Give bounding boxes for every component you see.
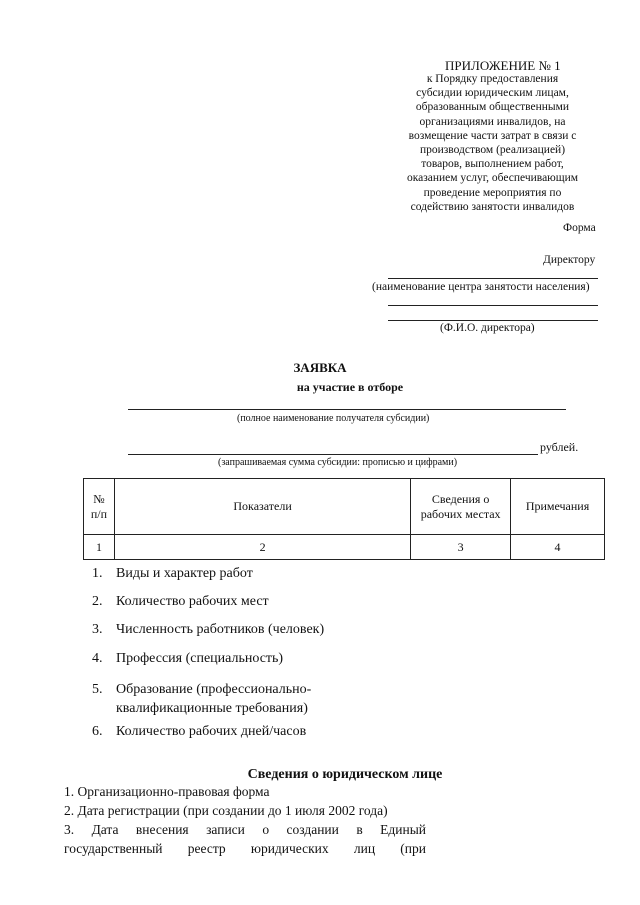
table-number-row	[84, 535, 605, 560]
list-item-number: 4.	[92, 651, 103, 666]
table-cell: 1	[84, 535, 115, 560]
list-item-text: Профессия (специальность)	[116, 651, 284, 666]
list-item-number: 2.	[92, 594, 103, 609]
request-subtitle: на участие в отборе	[296, 380, 404, 394]
header-indicators-text: Показатели	[233, 499, 292, 513]
appendix-line: возмещение части затрат в связи с	[408, 129, 577, 142]
form-label: Форма	[563, 222, 596, 234]
appendix-description	[385, 72, 600, 214]
appendix-title: ПРИЛОЖЕНИЕ № 1	[445, 58, 561, 73]
list-item	[92, 651, 283, 667]
center-name-line-2[interactable]	[388, 305, 598, 306]
director-label: Директору	[543, 254, 596, 266]
legal-item: государственный реестр юридических лиц (при	[64, 841, 426, 856]
list-item-number: 5.	[92, 682, 103, 697]
appendix-line: организациями инвалидов, на	[419, 115, 566, 128]
list-item-text: Численность работников (человек)	[116, 622, 325, 637]
header-cell-workplaces	[411, 479, 511, 535]
recipient-name-line[interactable]	[128, 409, 566, 410]
appendix-line: к Порядку предоставления	[426, 73, 559, 85]
header-notes-text: Примечания	[525, 499, 590, 513]
header-cell-notes	[511, 479, 605, 535]
legal-item: 2. Дата регистрации (при создании до 1 июля 2002 года)	[64, 803, 388, 818]
list-item	[92, 566, 253, 582]
list-item	[92, 594, 269, 610]
table-cell: 2	[114, 535, 410, 560]
appendix-line: производством (реализацией)	[419, 144, 566, 157]
legal-item: 3. Дата внесения записи о создании в Единый	[64, 822, 426, 837]
appendix-line: образованным общественными	[415, 101, 570, 114]
request-title: ЗАЯВКА	[293, 360, 347, 375]
list-item-text: Количество рабочих дней/часов	[116, 724, 307, 739]
list-item	[92, 622, 324, 638]
list-item-number: 3.	[92, 622, 103, 637]
director-fio-line[interactable]	[388, 320, 598, 321]
appendix-line: товаров, выполнением работ,	[421, 158, 564, 171]
list-item-number: 6.	[92, 724, 103, 739]
center-name-line[interactable]	[388, 278, 598, 279]
table-cell: 4	[511, 535, 605, 560]
header-cell-number	[84, 479, 115, 535]
list-item-number: 1.	[92, 566, 103, 581]
header-workplaces-text: Сведения о рабочих местах	[420, 491, 501, 521]
appendix-line: оказанием услуг, обеспечивающим	[406, 172, 579, 185]
header-number-text: № п/п	[90, 491, 108, 521]
list-item	[92, 724, 306, 740]
appendix-line: содействию занятости инвалидов	[410, 200, 575, 213]
director-fio-hint: (Ф.И.О. директора)	[440, 322, 535, 334]
list-item-text: Образование (профессионально-	[116, 682, 312, 697]
table-header-row	[84, 479, 605, 535]
list-item-text-continued: квалификационные требования)	[116, 701, 308, 716]
rubles-label: рублей.	[540, 440, 579, 454]
amount-hint: (запрашиваемая сумма субсидии: прописью и цифрами)	[218, 457, 458, 468]
appendix-line: субсидии юридическим лицам,	[416, 87, 569, 100]
appendix-line: проведение мероприятия по	[423, 186, 562, 199]
list-item	[92, 680, 311, 718]
table-cell: 3	[411, 535, 511, 560]
legal-item: 1. Организационно-правовая форма	[64, 784, 270, 799]
list-item-text: Виды и характер работ	[116, 566, 253, 581]
legal-section-title: Сведения о юридическом лице	[247, 767, 443, 782]
center-name-hint: (наименование центра занятости населения)	[372, 281, 590, 293]
header-cell-indicators	[114, 479, 410, 535]
indicators-table	[83, 478, 605, 560]
recipient-name-hint: (полное наименование получателя субсидии)	[237, 413, 430, 424]
list-item-text: Количество рабочих мест	[116, 594, 269, 609]
amount-line[interactable]	[128, 454, 538, 455]
